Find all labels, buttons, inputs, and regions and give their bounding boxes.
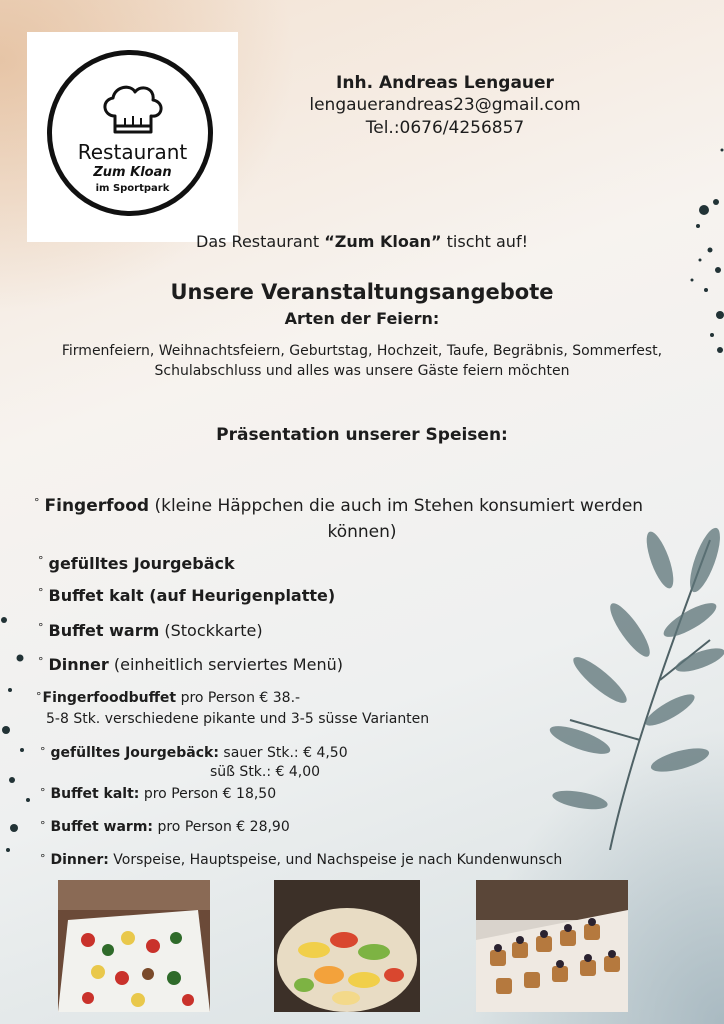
ink-splatter-decoration (0, 610, 40, 870)
price-jourgebaeck-suess: süß Stk.: € 4,00 (210, 764, 321, 780)
menu-desc: (Stockkarte) (159, 621, 263, 640)
menu-item-dinner (38, 655, 343, 674)
event-types-line-1: Firmenfeiern, Weihnachtsfeiern, Geburtstag, Hochzeit, Taufe, Begräbnis, Sommerfest, (61, 343, 663, 359)
menu-label: Dinner (48, 655, 109, 674)
tagline-pre: Das Restaurant (196, 232, 325, 251)
price-label: Dinner: (50, 852, 109, 868)
menu-desc: (einheitlich serviertes Menü) (108, 655, 343, 674)
bullet-icon: ° (38, 554, 44, 567)
price-fingerfood (36, 690, 300, 706)
price-value: pro Person € 28,90 (153, 819, 290, 835)
menu-desc: (kleine Häppchen die auch im Stehen konsumiert werden (149, 496, 644, 516)
bullet-icon: ° (38, 586, 44, 599)
logo-text-name: Zum Kloan (93, 165, 172, 180)
logo-text-location: im Sportpark (95, 183, 170, 194)
fruit-platter-photo (274, 880, 420, 1012)
bullet-icon: ° (36, 690, 42, 703)
bullet-icon: ° (34, 496, 40, 509)
price-value: pro Person € 18,50 (139, 786, 277, 802)
dessert-tray-photo (476, 880, 628, 1012)
owner-name: Inh. Andreas Lengauer (336, 73, 554, 93)
menu-item-buffet-warm (38, 621, 263, 640)
price-fingerfood-note: 5-8 Stk. verschiedene pikante und 3-5 süsse Varianten (46, 711, 430, 727)
tagline (0, 232, 724, 251)
price-jourgebaeck (40, 745, 348, 761)
ink-splatter-decoration (680, 140, 724, 370)
chef-hat-icon (93, 82, 173, 142)
bullet-icon: ° (40, 819, 46, 832)
price-buffet-warm (40, 819, 290, 835)
menu-item-buffet-kalt (38, 586, 335, 605)
leaf-branch-illustration (540, 520, 724, 850)
price-label: Buffet kalt: (50, 786, 140, 802)
price-value-sauer: sauer Stk.: € 4,50 (218, 745, 348, 761)
menu-item-fingerfood (34, 496, 694, 516)
buffet-platter-photo (58, 880, 210, 1012)
tagline-restaurant-name: “Zum Kloan” (324, 232, 442, 251)
menu-label: gefülltes Jourgebäck (48, 554, 235, 573)
contact-email: lengauerandreas23@gmail.com (309, 95, 581, 115)
contact-phone: Tel.:0676/4256857 (365, 118, 525, 138)
bullet-icon: ° (38, 655, 44, 668)
bullet-icon: ° (40, 786, 46, 799)
price-dinner (40, 852, 562, 868)
main-heading: Unsere Veranstaltungsangebote (170, 280, 554, 304)
logo-text-restaurant: Restaurant (77, 140, 188, 164)
menu-label: Fingerfood (44, 496, 150, 516)
bullet-icon: ° (40, 745, 46, 758)
price-label: gefülltes Jourgebäck: (50, 745, 219, 761)
tagline-post: tischt auf! (441, 232, 528, 251)
bullet-icon: ° (38, 621, 44, 634)
price-value: Vorspeise, Hauptspeise, und Nachspeise je nach Kundenwunsch (108, 852, 563, 868)
price-label: Buffet warm: (50, 819, 154, 835)
bullet-icon: ° (40, 852, 46, 865)
menu-label: Buffet kalt (auf Heurigenplatte) (48, 586, 336, 605)
price-value: pro Person € 38.- (176, 690, 301, 706)
sub-heading: Arten der Feiern: (284, 309, 440, 328)
event-types-line-2: Schulabschluss und alles was unsere Gäste feiern möchten (154, 363, 570, 379)
menu-label: Buffet warm (48, 621, 160, 640)
restaurant-logo (27, 32, 238, 242)
presentation-heading: Präsentation unserer Speisen: (216, 425, 508, 445)
price-label: Fingerfoodbuffet (42, 690, 177, 706)
menu-item-jourgebaeck (38, 554, 235, 573)
menu-item-fingerfood-cont: können) (327, 522, 397, 542)
price-buffet-kalt (40, 786, 276, 802)
